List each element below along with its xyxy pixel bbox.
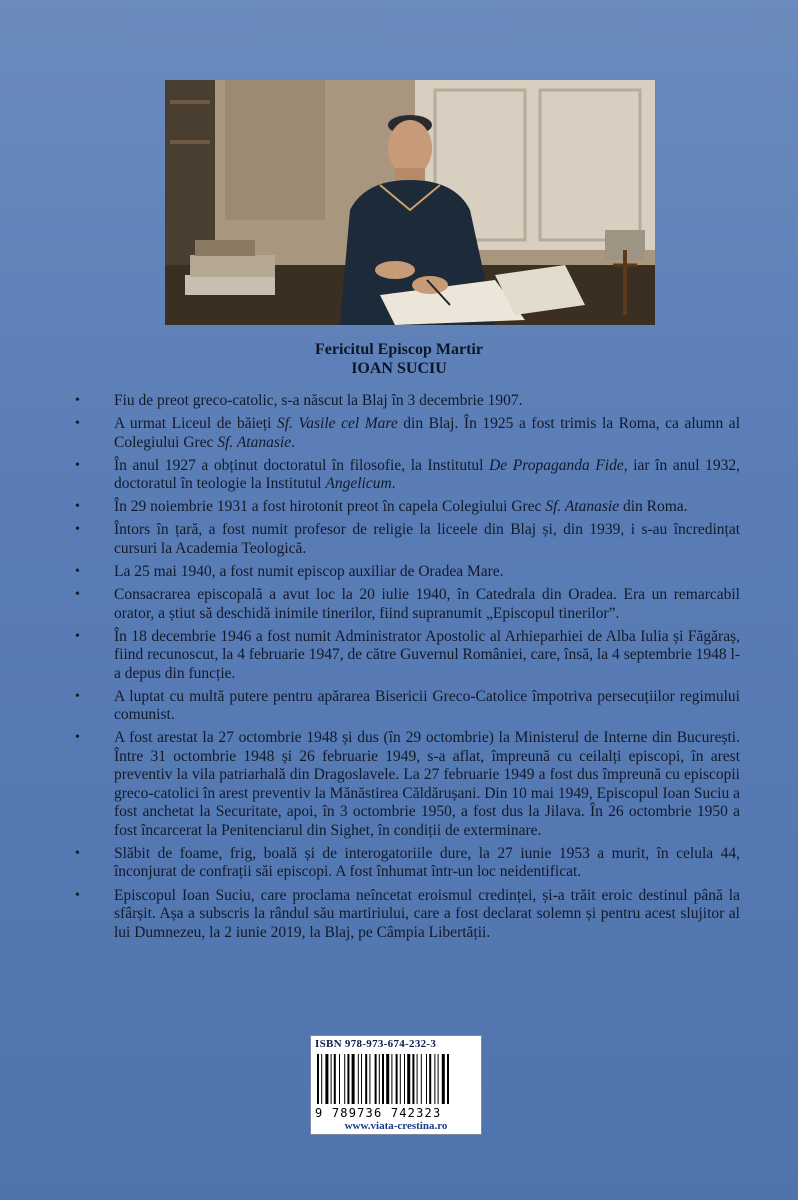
barcode-bar <box>382 1054 384 1104</box>
barcode-bar <box>347 1054 349 1104</box>
barcode-bar <box>434 1054 435 1104</box>
isbn-barcode <box>310 1035 482 1135</box>
barcode-bar <box>438 1054 439 1104</box>
text-segment: Întors în țară, a fost numit profesor de religie la liceele din Blaj și, din 1939, i s-au încredințat cursuri la Academia Teologică. <box>114 521 740 557</box>
italic-text: Sf. Vasile cel Mare <box>276 415 398 433</box>
bullet-marker: • <box>75 393 80 408</box>
text-segment: din Blaj. În 1925 a fost trimis la Roma, ca alumn al Colegiului Grec <box>114 415 740 451</box>
barcode-bar <box>375 1054 377 1104</box>
barcode-bar <box>334 1054 336 1104</box>
barcode-bar <box>379 1054 380 1104</box>
list-item <box>75 521 740 558</box>
list-item <box>75 628 740 684</box>
barcode-bar <box>369 1054 370 1104</box>
bullet-marker: • <box>75 457 80 473</box>
text-segment: Fiu de preot greco-catolic, s-a născut la Blaj în 3 decembrie 1907. <box>114 392 523 409</box>
bullet-marker: • <box>75 887 80 903</box>
barcode-bar <box>352 1054 355 1104</box>
barcode-bars <box>317 1054 477 1106</box>
barcode-digits: 9 789736 742323 <box>315 1106 442 1120</box>
barcode-bar <box>325 1054 328 1104</box>
text-segment: Episcopul Ioan Suciu, care proclama neîncetat eroismul credinței, și-a trăit eroic destinul până la sfârșit. Așa a subscris la rândul său martiriului, care a fost declarat solemn și pentru acest slujitor al lui Dumnezeu, la 2 iunie 2019, la Blaj, pe Câmpia Libertății. <box>114 886 740 941</box>
list-item <box>75 498 740 517</box>
isbn-label: ISBN 978-973-674-232-3 <box>315 1038 437 1050</box>
barcode-bar <box>396 1054 398 1104</box>
biography-list <box>75 392 740 947</box>
barcode-bar <box>400 1054 401 1104</box>
italic-text: Sf. Atanasie <box>217 433 292 451</box>
italic-text: Angelicum <box>325 475 392 493</box>
barcode-bar <box>386 1054 389 1104</box>
barcode-bar <box>358 1054 359 1104</box>
list-item <box>75 457 740 494</box>
barcode-bar <box>407 1054 410 1104</box>
text-segment: , iar în anul 1932, doctoratul în teologie la Institutul <box>114 456 741 493</box>
caption-name: IOAN SUCIU <box>351 360 447 377</box>
barcode-bar <box>417 1054 418 1104</box>
barcode-bar <box>331 1054 332 1104</box>
barcode-bar <box>391 1054 392 1104</box>
caption-title: Fericitul Episcop Martir <box>315 341 483 358</box>
barcode-bar <box>404 1054 405 1104</box>
barcode-bar <box>365 1054 367 1104</box>
italic-text: De Propaganda Fide <box>489 456 624 474</box>
barcode-bar <box>426 1054 427 1104</box>
text-segment: În 29 noiembrie 1931 a fost hirotonit preot în capela Colegiului Grec <box>114 498 546 516</box>
text-segment: din Roma. <box>619 498 688 516</box>
bullet-marker: • <box>75 563 80 579</box>
list-item <box>75 392 740 411</box>
barcode-bar <box>321 1054 322 1104</box>
barcode-bar <box>412 1054 414 1104</box>
text-segment: Slăbit de foame, frig, boală și de interogatoriile dure, la 27 iunie 1953 a murit, în celula 44, înconjurat de confrații săi episcopi. A fost înhumat într-un loc neidentificat. <box>114 844 740 881</box>
bullet-marker: • <box>75 628 80 644</box>
text-segment: La 25 mai 1940, a fost numit episcop auxiliar de Oradea Mare. <box>114 562 504 580</box>
bullet-marker: • <box>75 730 80 746</box>
bullet-marker: • <box>75 845 80 861</box>
barcode-bar <box>447 1054 449 1104</box>
bullet-marker: • <box>75 499 80 515</box>
text-segment: A fost arestat la 27 octombrie 1948 și dus (în 29 octombrie) la Ministerul de Interne din București. Între 31 octombrie 1948 și 26 februarie 1949, s-a aflat, împreună cu ceilalți episcopi, în arest preventiv la vila patriarhală din Dragoslavele. La 27 februarie 1949 a fost dus împreună cu episcopii greco-catolici în arest preventiv la Mănăstirea Căldărușani. Din 10 mai 1949, Episcopul Ioan Suciu a fost anchetat la Securitate, apoi, în 3 octombrie 1950, a fost dus la Jilava. În 26 octombrie 1950 a fost încarcerat la Penitenciarul din Sighet, în condiții de exterminare. <box>114 729 740 839</box>
publisher-website: www.viata-crestina.ro <box>344 1120 448 1132</box>
list-item <box>75 887 740 943</box>
barcode-bar <box>344 1054 345 1104</box>
text-segment: A luptat cu multă putere pentru apărarea Bisericii Greco-Catolice împotriva persecuțiilor regimului comunist. <box>114 687 740 724</box>
portrait-photo <box>165 80 655 325</box>
list-item <box>75 415 740 452</box>
list-item <box>75 586 740 623</box>
bullet-marker: • <box>75 416 80 432</box>
barcode-bar <box>429 1054 431 1104</box>
bullet-marker: • <box>75 522 80 538</box>
list-item <box>75 729 740 840</box>
text-segment: În anul 1927 a obținut doctoratul în filosofie, la Institutul <box>114 456 490 474</box>
barcode-bar <box>339 1054 340 1104</box>
bullet-marker: • <box>75 587 80 603</box>
italic-text: Sf. Atanasie <box>545 498 620 516</box>
text-segment: . <box>291 433 295 451</box>
text-segment: În 18 decembrie 1946 a fost numit Administrator Apostolic al Arhieparhiei de Alba Iulia și Făgăraș, fiind recunoscut, la 4 februarie 1947, de către Guvernul României, care, însă, la 4 septembrie 1948 l-a depus din funcție. <box>114 627 740 682</box>
text-segment: . <box>391 475 396 493</box>
list-item <box>75 563 740 582</box>
bullet-marker: • <box>75 688 80 704</box>
barcode-bar <box>442 1054 445 1104</box>
barcode-bar <box>361 1054 362 1104</box>
text-segment: A urmat Liceul de băieți <box>114 415 277 433</box>
photo-caption <box>0 340 798 378</box>
text-segment: Consacrarea episcopală a avut loc la 20 iulie 1940, în Catedrala din Oradea. Era un remarcabil orator, a știut să deschidă inimile tinerilor, fiind supranumit „Episcopul tinerilor”. <box>114 586 740 622</box>
barcode-bar <box>317 1054 319 1104</box>
barcode-bar <box>421 1054 422 1104</box>
list-item <box>75 688 740 725</box>
list-item <box>75 845 740 882</box>
